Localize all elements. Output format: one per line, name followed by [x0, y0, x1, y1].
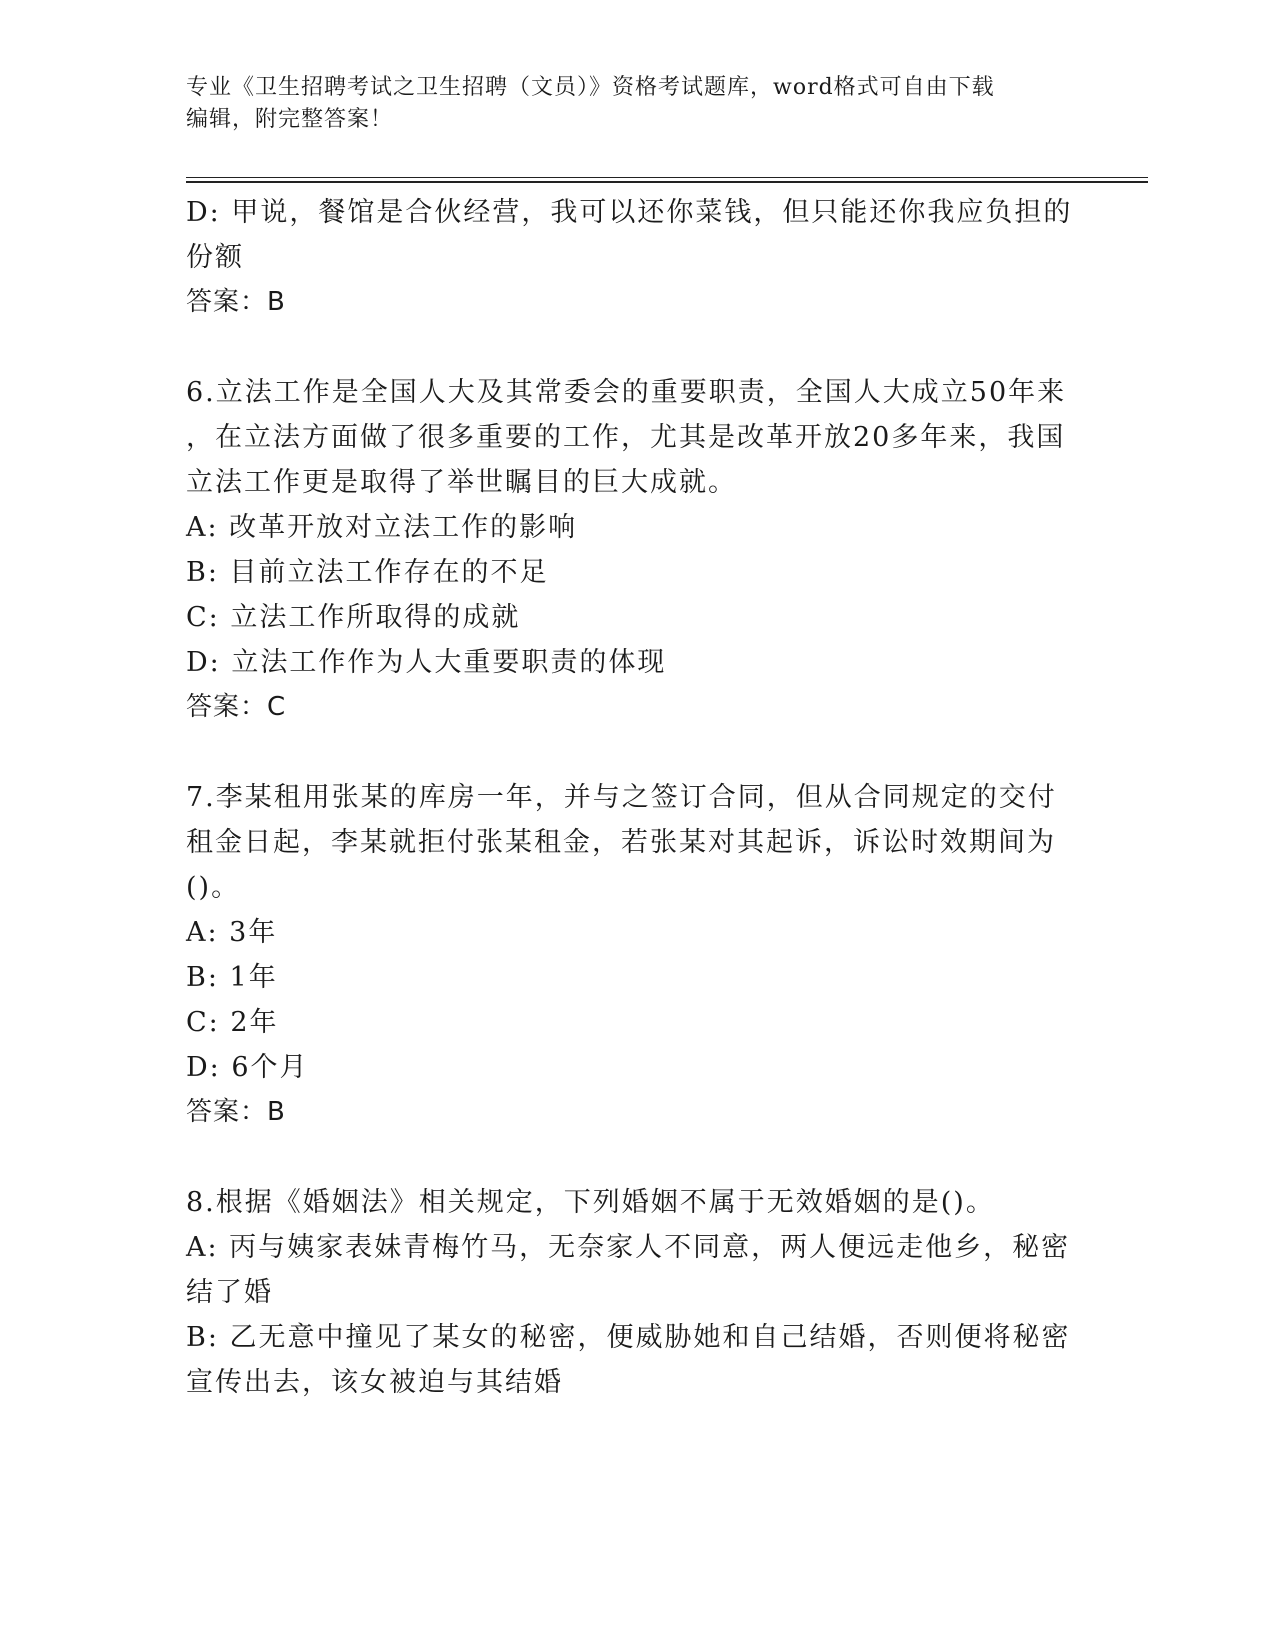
option-d: D: 立法工作作为人大重要职责的体现	[186, 647, 667, 678]
answer: 答案：B	[186, 287, 286, 317]
option-d: D: 6个月	[186, 1052, 309, 1083]
question-stem-line: 7.李某租用张某的库房一年，并与之签订合同，但从合同规定的交付	[186, 782, 1057, 813]
option-b: B: 目前立法工作存在的不足	[186, 557, 549, 588]
header-divider-thin	[186, 177, 1148, 178]
option-d-continued: 份额	[186, 242, 244, 273]
option-d: D: 甲说，餐馆是合伙经营，我可以还你菜钱，但只能还你我应负担的	[186, 197, 1073, 228]
question-5-tail	[186, 190, 1086, 325]
header-divider-thick	[186, 181, 1148, 183]
question-stem-line: 6.立法工作是全国人大及其常委会的重要职责，全国人大成立50年来	[186, 377, 1067, 408]
option-c: C: 2年	[186, 1007, 279, 1038]
question-stem-line: 8.根据《婚姻法》相关规定，下列婚姻不属于无效婚姻的是()。	[186, 1187, 995, 1218]
question-stem-line: 立法工作更是取得了举世瞩目的巨大成就。	[186, 467, 737, 498]
header-line-2: 编辑，附完整答案！	[186, 107, 394, 132]
option-a: A: 丙与姨家表妹青梅竹马，无奈家人不同意，两人便远走他乡，秘密	[186, 1232, 1071, 1263]
answer: 答案：C	[186, 692, 287, 722]
question-stem-line: ，在立法方面做了很多重要的工作，尤其是改革开放20多年来，我国	[186, 422, 1066, 453]
question-list	[186, 190, 1086, 1405]
option-b-continued: 宣传出去，该女被迫与其结婚	[186, 1367, 563, 1398]
option-a: A: 3年	[186, 917, 278, 948]
question-stem-line: ()。	[186, 872, 241, 903]
option-b: B: 1年	[186, 962, 278, 993]
question-7	[186, 775, 1086, 1135]
question-6	[186, 370, 1086, 730]
header-line-1: 专业《卫生招聘考试之卫生招聘（文员）》资格考试题库，word格式可自由下载	[186, 75, 995, 100]
option-c: C: 立法工作所取得的成就	[186, 602, 521, 633]
question-8	[186, 1180, 1086, 1405]
question-stem-line: 租金日起，李某就拒付张某租金，若张某对其起诉，诉讼时效期间为	[186, 827, 1056, 858]
option-b: B: 乙无意中撞见了某女的秘密，便威胁她和自己结婚，否则便将秘密	[186, 1322, 1071, 1353]
option-a: A: 改革开放对立法工作的影响	[186, 512, 578, 543]
answer: 答案：B	[186, 1097, 286, 1127]
document-header	[186, 72, 1086, 136]
option-a-continued: 结了婚	[186, 1277, 273, 1308]
